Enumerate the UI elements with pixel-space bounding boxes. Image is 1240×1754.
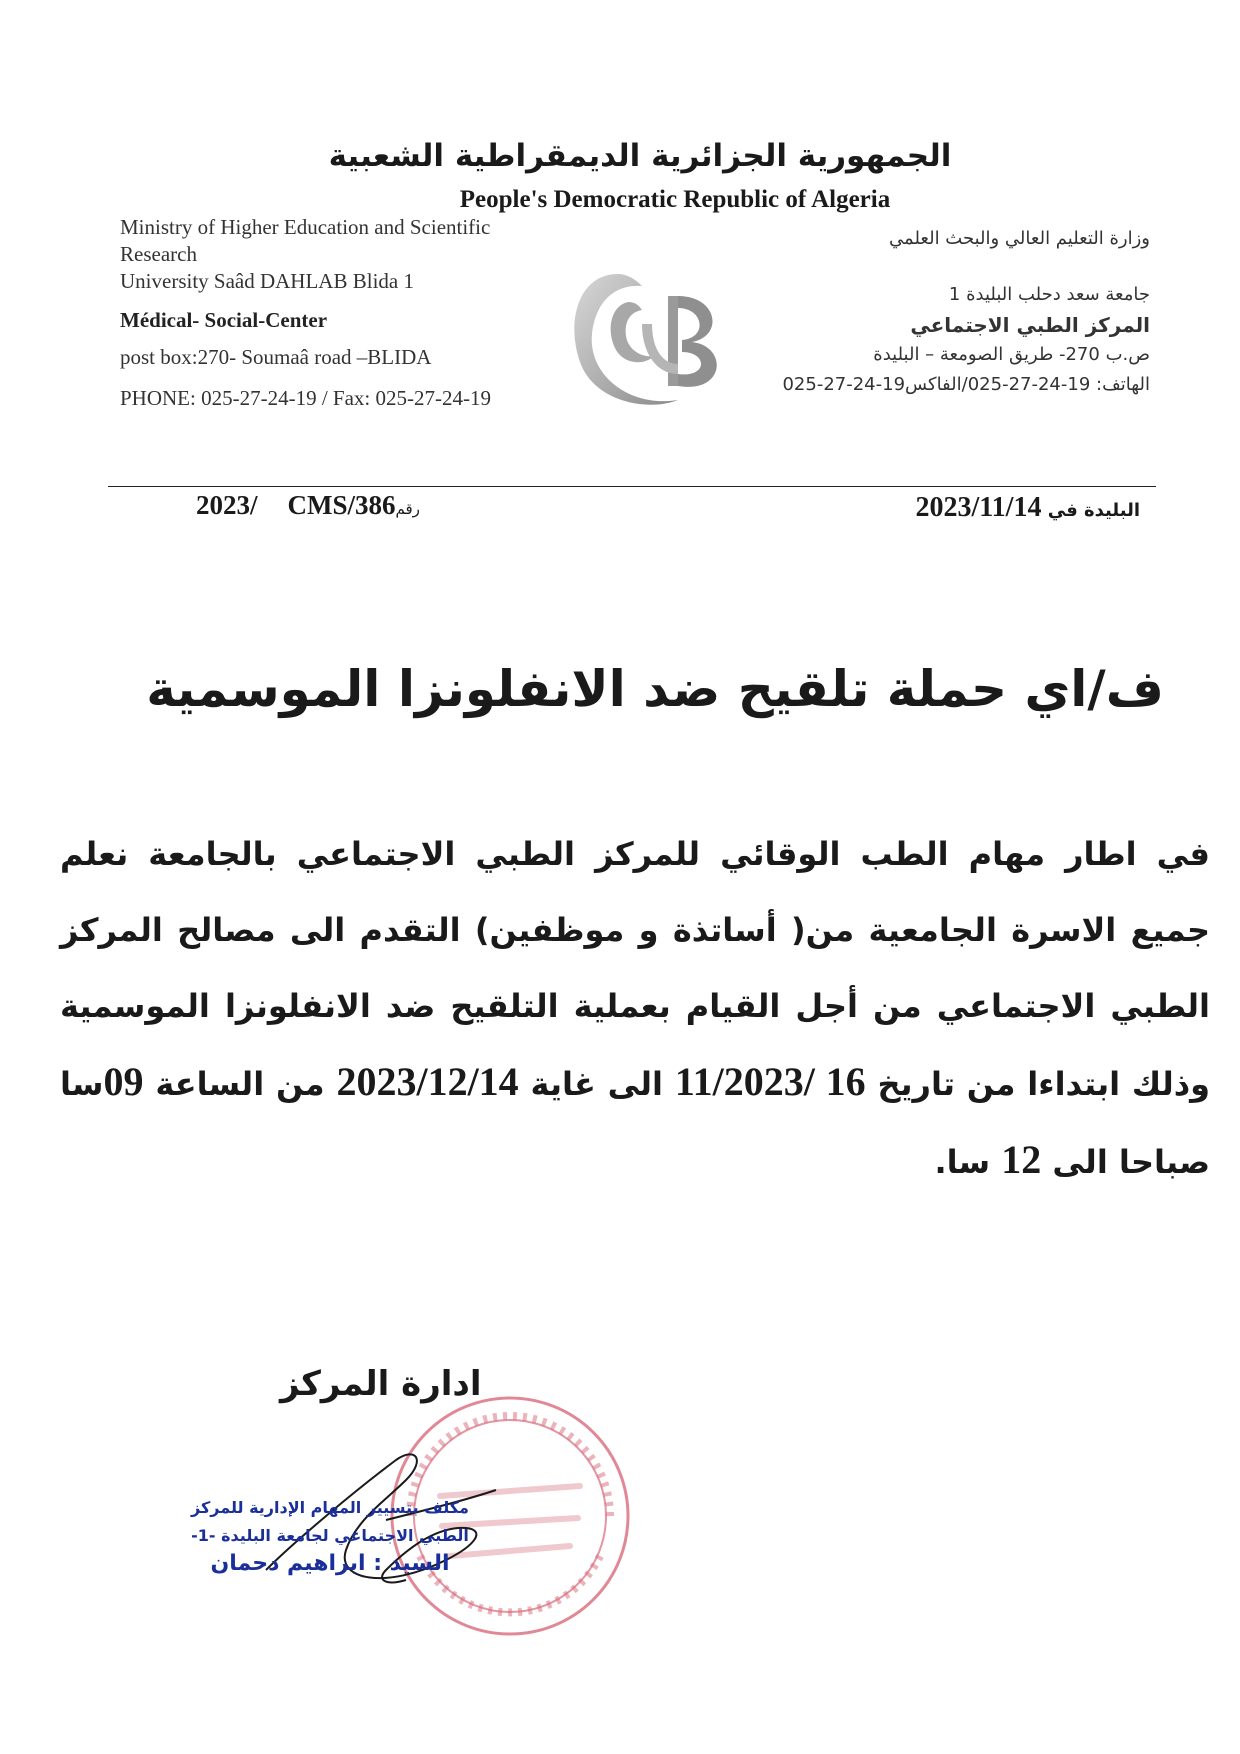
officer-stamp-line1: مكلف بتسيير المهام الإدارية للمركز <box>191 1498 469 1517</box>
from-hour-label: من الساعة <box>155 1065 325 1103</box>
end-date: 2023/12/14 <box>336 1059 519 1104</box>
place-and-date <box>915 492 1140 524</box>
notice-body <box>60 816 1210 1200</box>
officer-name: السيد : ابراهيم دحمان <box>210 1551 450 1576</box>
hour-start: 09 <box>103 1059 144 1104</box>
header-left-column <box>120 214 560 412</box>
header-right-column <box>690 224 1150 400</box>
university-name-english: University Saâd DAHLAB Blida 1 <box>120 269 414 293</box>
country-name-arabic: الجمهورية الجزائرية الديمقراطية الشعبية <box>328 138 952 174</box>
reference-code: CMS/386 <box>287 490 396 520</box>
place-prefix: البليدة في <box>1047 500 1140 521</box>
hour-start-suffix: سا صباحا الى <box>60 1065 1210 1181</box>
center-name-arabic: المركز الطبي الاجتماعي <box>910 313 1150 337</box>
reference-number <box>196 490 420 521</box>
document-date: 2023/11/14 <box>915 492 1042 523</box>
until-label: الى غاية <box>530 1065 664 1103</box>
university-name-arabic: جامعة سعد دحلب البليدة 1 <box>948 284 1150 305</box>
reference-number-label: رقم <box>395 500 420 518</box>
hour-end: 12 <box>1001 1137 1042 1182</box>
ministry-name-arabic: وزارة التعليم العالي والبحث العلمي <box>889 228 1150 249</box>
officer-stamp <box>165 1494 495 1578</box>
start-date: 16 /11/2023 <box>674 1059 866 1104</box>
country-name-english: People's Democratic Republic of Algeria <box>459 186 891 213</box>
postbox-arabic: ص.ب 270- طريق الصومعة – البليدة <box>873 344 1150 365</box>
postbox-english: post box:270- Soumaâ road –BLIDA <box>120 345 432 369</box>
hour-end-suffix: سا. <box>934 1143 991 1181</box>
ministry-name-english: Ministry of Higher Education and Scientific Research <box>120 215 491 266</box>
notice-paragraph: في اطار مهام الطب الوقائي للمركز الطبي الاجتماعي بالجامعة نعلم جميع الاسرة الجامعية من( أساتذة و موظفين) التقدم الى مصالح المركز الطبي الاجتماعي من أجل القيام بعملية التلقيح ضد الانفلونزا الموسمية وذلك ابتداءا من تاريخ <box>60 835 1211 1103</box>
header-divider <box>108 486 1156 487</box>
phone-fax-english: PHONE: 025-27-24-19 / Fax: 025-27-24-19 <box>120 386 491 410</box>
officer-stamp-line2: الطبي الاجتماعي لجامعة البليدة -1- <box>191 1526 469 1545</box>
signature-title: ادارة المركز <box>280 1364 482 1404</box>
phone-fax-arabic: الهاتف: 19-24-27-025/الفاكس19-24-27-025 <box>782 374 1150 395</box>
reference-year: 2023/ <box>196 490 258 520</box>
center-name-english: Médical- Social-Center <box>120 308 328 332</box>
notice-title: ف/اي حملة تلقيح ضد الانفلونزا الموسمية <box>146 660 1164 718</box>
